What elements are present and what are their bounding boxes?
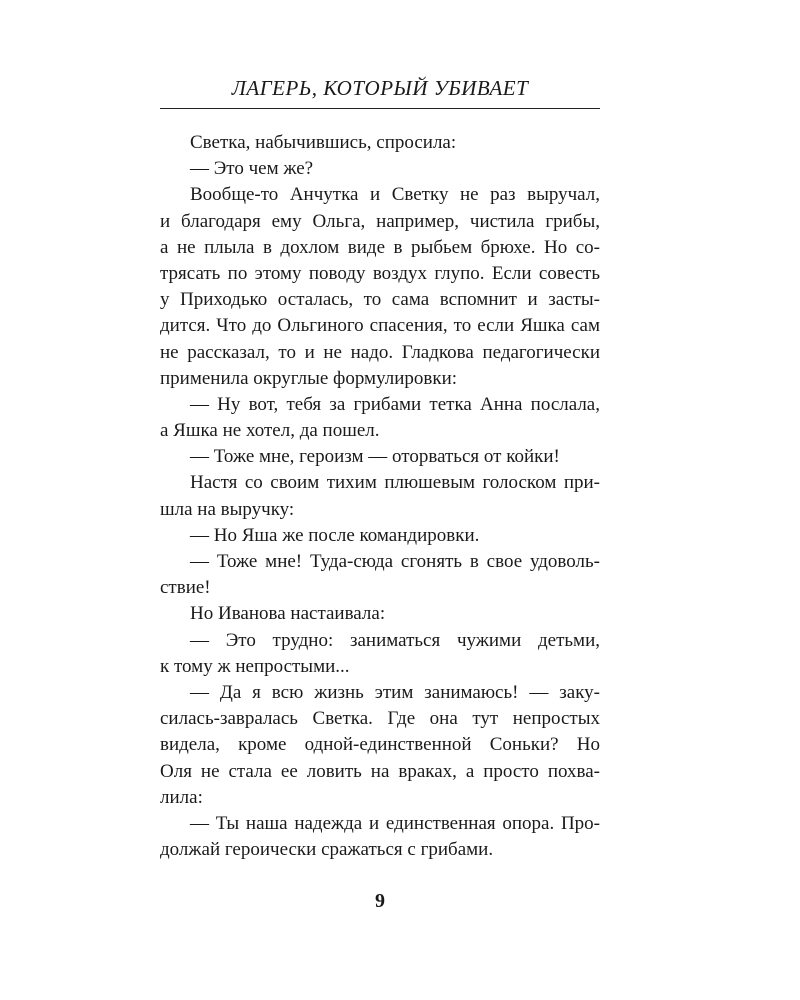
text-line: — Ну вот, тебя за грибами тетка Анна послала, xyxy=(190,393,600,415)
text-line: у Приходько осталась, то сама вспомнит и засты- xyxy=(160,289,600,311)
text-line: — Тоже мне, героизм — оторваться от койки! xyxy=(190,446,560,468)
text-line: трясать по этому поводу воздух глупо. Если совесть xyxy=(160,262,600,284)
text-line: силась-завралась Светка. Где она тут непростых xyxy=(160,708,600,730)
text-line: Но Иванова настаивала: xyxy=(190,603,386,625)
running-head: ЛАГЕРЬ, КОТОРЫЙ УБИВАЕТ xyxy=(231,76,529,100)
text-line: Вообще-то Анчутка и Светку не раз выручал, xyxy=(190,184,600,206)
page-number: 9 xyxy=(375,890,385,912)
text-line: Светка, набычившись, спросила: xyxy=(190,132,457,153)
text-line: Настя со своим тихим плюшевым голоском при- xyxy=(190,472,600,494)
text-line: — Ты наша надежда и единственная опора. Про- xyxy=(190,812,600,834)
body-text xyxy=(160,130,600,863)
text-line: — Тоже мне! Туда-сюда сгонять в свое удоволь- xyxy=(190,551,600,572)
text-line: ствие! xyxy=(160,577,211,599)
text-line: и благодаря ему Ольга, например, чистила грибы, xyxy=(160,210,600,232)
text-line: — Это чем же? xyxy=(190,158,314,180)
text-line: к тому ж непростыми... xyxy=(160,655,350,677)
text-line: не рассказал, то и не надо. Гладкова педагогически xyxy=(160,341,600,363)
text-line: лила: xyxy=(160,786,203,808)
text-line: применила округлые формулировки: xyxy=(160,367,458,389)
text-line: — Да я всю жизнь этим занимаюсь! — заку- xyxy=(190,681,600,703)
header-rule xyxy=(160,108,600,109)
text-line: Оля не стала ее ловить на враках, а просто похва- xyxy=(160,760,600,782)
text-line: — Это трудно: заниматься чужими детьми, xyxy=(190,629,600,651)
text-line: шла на выручку: xyxy=(160,498,295,520)
text-line: должай героически сражаться с грибами. xyxy=(160,839,494,861)
text-line: а Яшка не хотел, да пошел. xyxy=(160,420,380,442)
text-line: — Но Яша же после командировки. xyxy=(190,524,480,546)
text-line: видела, кроме одной-единственной Соньки? Но xyxy=(160,734,600,756)
text-line: дится. Что до Ольгиного спасения, то если Яшка сам xyxy=(160,315,600,337)
text-line: а не плыла в дохлом виде в рыбьем брюхе. Но со- xyxy=(160,236,600,258)
